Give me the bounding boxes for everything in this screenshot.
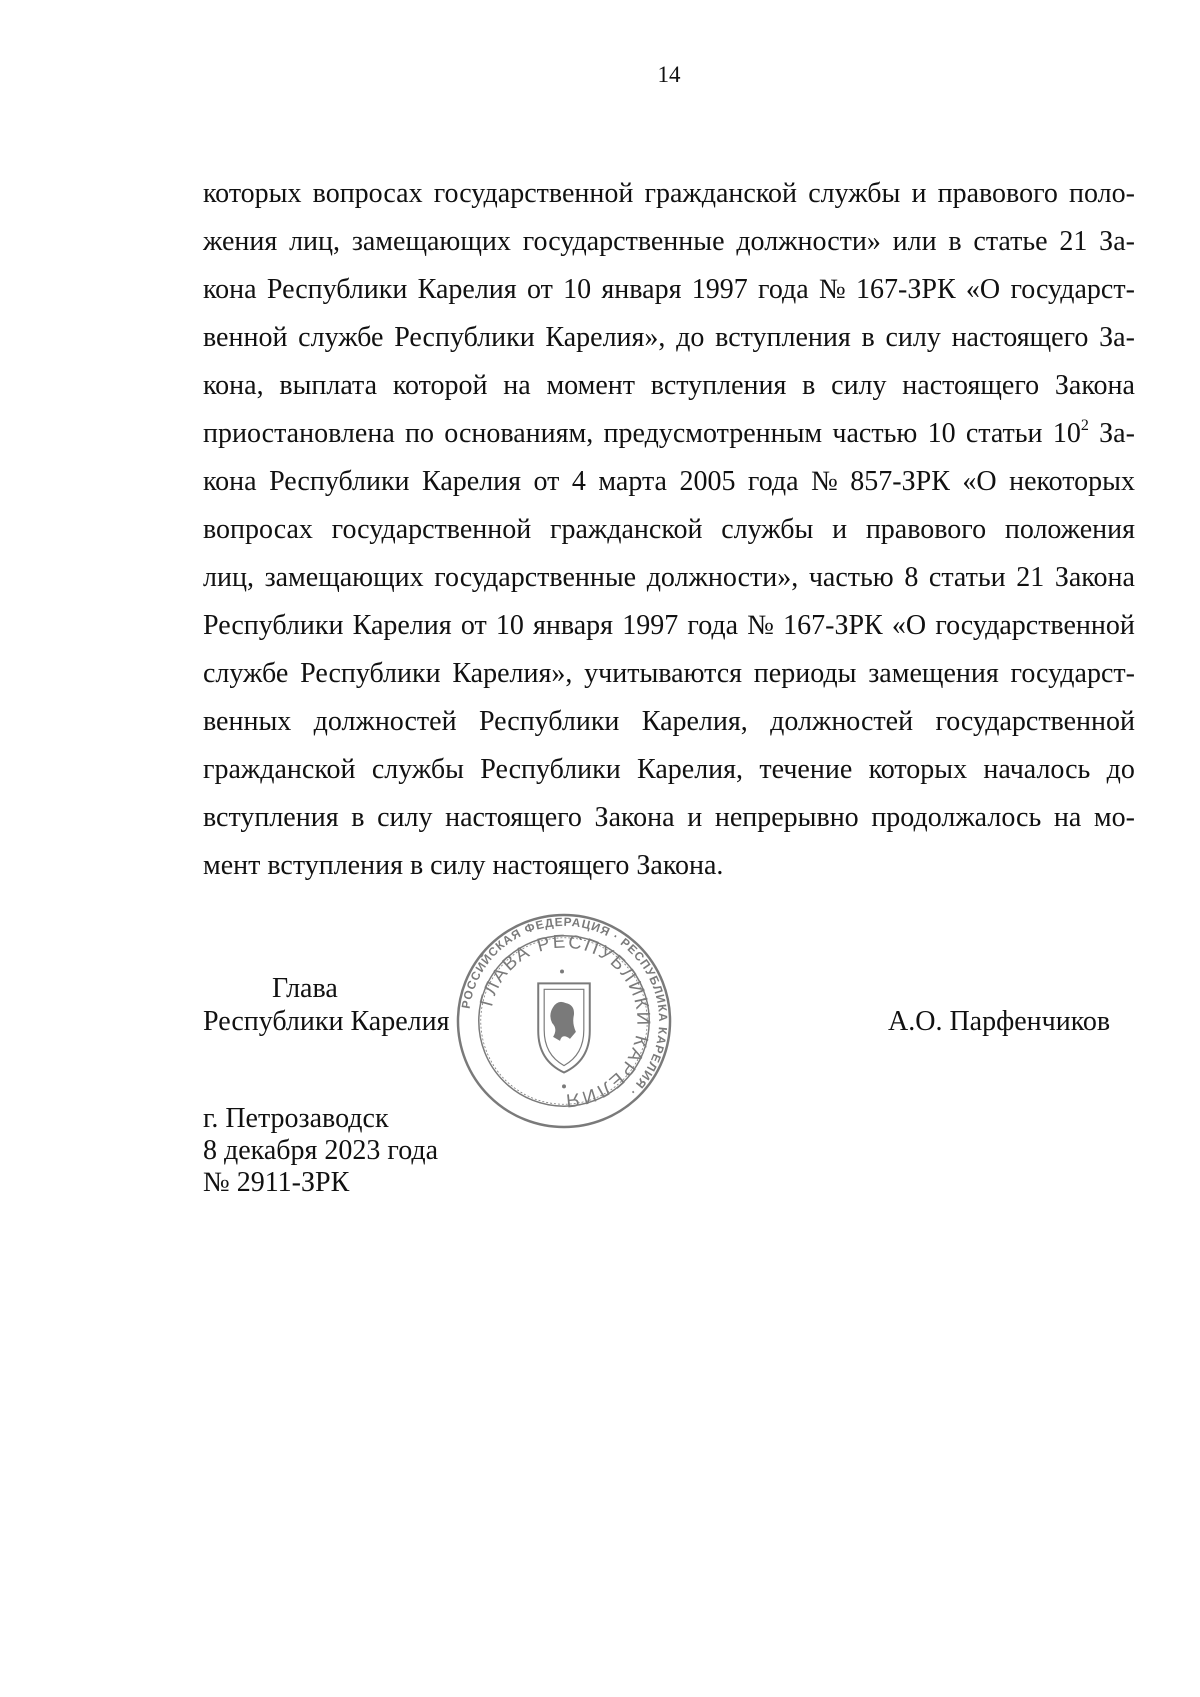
text-line: Республики Карелия от 10 января 1997 года № 167-ЗРК «О государственной [203, 610, 1135, 641]
text-line: которых вопросах государственной гражданской службы и правового поло- [203, 178, 1135, 209]
seal-inner-text: ГЛАВА РЕСПУБЛИКИ КАРЕЛИЯ [475, 930, 655, 1112]
text-line: жения лиц, замещающих государственные должности» или в статье 21 За- [203, 226, 1135, 257]
signatory-name: А.О. Парфенчиков [888, 1006, 1111, 1037]
seal-outer-text: РОССИЙСКАЯ ФЕДЕРАЦИЯ · РЕСПУБЛИКА КАРЕЛИЯ · [458, 914, 671, 1100]
signing-date: 8 декабря 2023 года [203, 1135, 439, 1166]
signature-title [203, 972, 449, 1038]
text-line: гражданской службы Республики Карелия, течение которых началось до [203, 754, 1135, 785]
official-seal [455, 912, 673, 1130]
city: г. Петрозаводск [203, 1103, 389, 1134]
text-line: венных должностей Республики Карелия, должностей государственной [203, 706, 1135, 737]
text-line: кона, выплата которой на момент вступления в силу настоящего Закона [203, 370, 1135, 401]
text-line: мент вступления в силу настоящего Закона. [203, 850, 724, 881]
signature-title-line1: Глава [272, 973, 338, 1004]
text-line: приостановлена по основаниям, предусмотренным частью 10 статьи $10^2$ За- [203, 417, 1135, 449]
text-line: кона Республики Карелия от 10 января 1997 года № 167-ЗРК «О государст- [203, 274, 1135, 305]
text-line: кона Республики Карелия от 4 марта 2005 года № 857-ЗРК «О некоторых [203, 466, 1135, 497]
text-line: лиц, замещающих государственные должности», частью 8 статьи 21 Закона [203, 562, 1135, 593]
page-number: 14 [657, 62, 681, 87]
law-number: № 2911-ЗРК [203, 1167, 350, 1198]
text-line: вступления в силу настоящего Закона и непрерывно продолжалось на мо- [203, 802, 1135, 833]
text-line: вопросах государственной гражданской службы и правового положения [203, 514, 1135, 545]
place-and-date [203, 1103, 438, 1199]
signature-title-line2: Республики Карелия [203, 1006, 450, 1037]
law-text [203, 170, 1135, 890]
text-line: венной службе Республики Карелия», до вступления в силу настоящего За- [203, 322, 1135, 353]
text-line: службе Республики Карелия», учитываются периоды замещения государст- [203, 658, 1135, 689]
